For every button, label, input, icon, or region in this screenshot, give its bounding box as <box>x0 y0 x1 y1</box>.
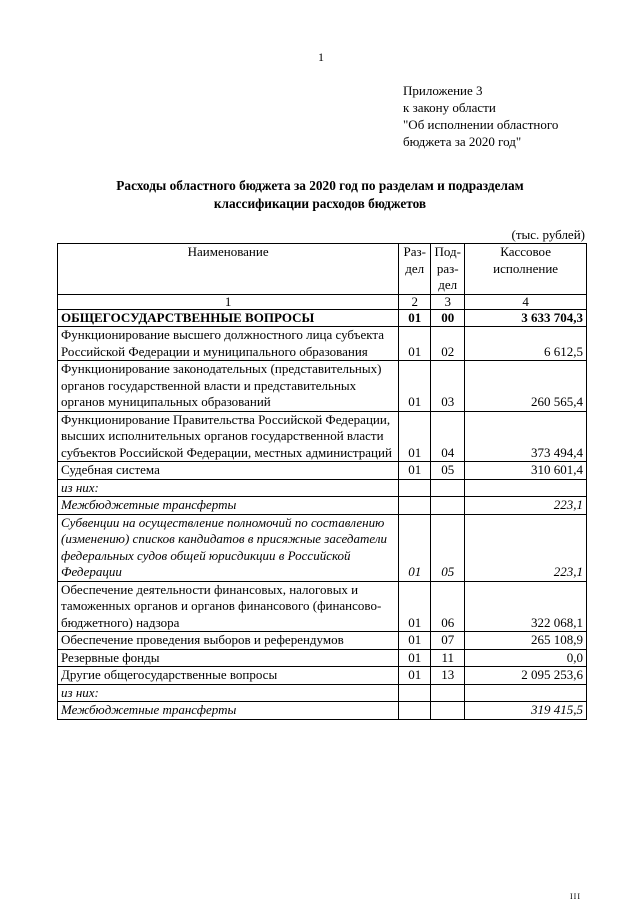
row-amount: 373 494,4 <box>465 411 587 462</box>
row-amount: 223,1 <box>465 497 587 515</box>
row-section: 01 <box>399 632 431 650</box>
header-amount: Кассовое исполнение <box>465 244 587 295</box>
row-section <box>399 479 431 497</box>
table-row <box>58 667 587 685</box>
row-amount <box>465 684 587 702</box>
row-name: Обеспечение деятельности финансовых, налоговых и таможенных органов и органов финансового (финансово-бюджетного) надзора <box>58 581 399 632</box>
row-subsection: 13 <box>431 667 465 685</box>
row-amount: 319 415,5 <box>465 702 587 720</box>
row-name: Функционирование законодательных (представительных) органов государственной власти и представительных органов муниципальных образований <box>58 361 399 412</box>
annex-line: Приложение 3 <box>403 83 483 98</box>
row-subsection <box>431 684 465 702</box>
row-amount: 310 601,4 <box>465 462 587 480</box>
row-name: Межбюджетные трансферты <box>58 702 399 720</box>
table-row <box>58 479 587 497</box>
units-label: (тыс. рублей) <box>511 227 585 242</box>
row-section: 01 <box>399 649 431 667</box>
row-subsection <box>431 702 465 720</box>
row-name: Обеспечение проведения выборов и референдумов <box>58 632 399 650</box>
row-section: 01 <box>399 411 431 462</box>
table-row <box>58 684 587 702</box>
table-row <box>58 309 587 327</box>
row-subsection <box>431 479 465 497</box>
annex-line: бюджета за 2020 год" <box>403 134 522 149</box>
row-section: 01 <box>399 667 431 685</box>
row-name: из них: <box>58 684 399 702</box>
row-section: 01 <box>399 514 431 581</box>
annex-line: к закону области <box>403 100 496 115</box>
row-name: Субвенции на осуществление полномочий по составлению (изменению) списков кандидатов в присяжные заседатели федеральных судов общей юрисдикции в Российской Федерации <box>58 514 399 581</box>
row-amount: 0,0 <box>465 649 587 667</box>
document-title <box>60 177 580 213</box>
row-section <box>399 702 431 720</box>
row-section: 01 <box>399 581 431 632</box>
row-section <box>399 497 431 515</box>
row-name: Резервные фонды <box>58 649 399 667</box>
title-line: Расходы областного бюджета за 2020 год по разделам и подразделам <box>116 178 524 193</box>
row-amount: 260 565,4 <box>465 361 587 412</box>
row-name: ОБЩЕГОСУДАРСТВЕННЫЕ ВОПРОСЫ <box>58 309 399 327</box>
table-row <box>58 632 587 650</box>
row-subsection: 03 <box>431 361 465 412</box>
column-number: 1 <box>58 294 399 309</box>
page-number: 1 <box>318 50 324 64</box>
annex-line: "Об исполнении областного <box>403 117 559 132</box>
column-number: 4 <box>465 294 587 309</box>
row-subsection <box>431 497 465 515</box>
table-row <box>58 649 587 667</box>
header-section: Раз- дел <box>399 244 431 295</box>
table-row <box>58 514 587 581</box>
row-section: 01 <box>399 462 431 480</box>
bottom-mark: III <box>570 892 581 901</box>
row-subsection: 04 <box>431 411 465 462</box>
table-header-row <box>58 244 587 295</box>
row-amount <box>465 479 587 497</box>
row-section: 01 <box>399 361 431 412</box>
row-section: 01 <box>399 327 431 361</box>
column-number: 2 <box>399 294 431 309</box>
table-row <box>58 411 587 462</box>
row-subsection: 06 <box>431 581 465 632</box>
row-name: Функционирование Правительства Российской Федерации, высших исполнительных органов государственной власти субъектов Российской Федерации, местных администраций <box>58 411 399 462</box>
row-name: Другие общегосударственные вопросы <box>58 667 399 685</box>
row-subsection: 05 <box>431 514 465 581</box>
row-section: 01 <box>399 309 431 327</box>
row-amount: 2 095 253,6 <box>465 667 587 685</box>
column-number-row <box>58 294 587 309</box>
table-row <box>58 361 587 412</box>
table-row <box>58 327 587 361</box>
row-name: Судебная система <box>58 462 399 480</box>
row-amount: 3 633 704,3 <box>465 309 587 327</box>
row-subsection: 00 <box>431 309 465 327</box>
row-subsection: 05 <box>431 462 465 480</box>
row-name: Межбюджетные трансферты <box>58 497 399 515</box>
row-name: из них: <box>58 479 399 497</box>
row-amount: 265 108,9 <box>465 632 587 650</box>
row-subsection: 11 <box>431 649 465 667</box>
expenditure-table <box>57 243 587 720</box>
row-amount: 322 068,1 <box>465 581 587 632</box>
header-name: Наименование <box>58 244 399 295</box>
row-amount: 223,1 <box>465 514 587 581</box>
row-amount: 6 612,5 <box>465 327 587 361</box>
title-line: классификации расходов бюджетов <box>213 196 427 211</box>
column-number: 3 <box>431 294 465 309</box>
table-row <box>58 497 587 515</box>
header-subsection: Под- раз- дел <box>431 244 465 295</box>
row-subsection: 07 <box>431 632 465 650</box>
table-row <box>58 462 587 480</box>
row-name: Функционирование высшего должностного лица субъекта Российской Федерации и муниципального образования <box>58 327 399 361</box>
annex-block <box>403 82 558 150</box>
row-section <box>399 684 431 702</box>
table-row <box>58 702 587 720</box>
row-subsection: 02 <box>431 327 465 361</box>
table-row <box>58 581 587 632</box>
